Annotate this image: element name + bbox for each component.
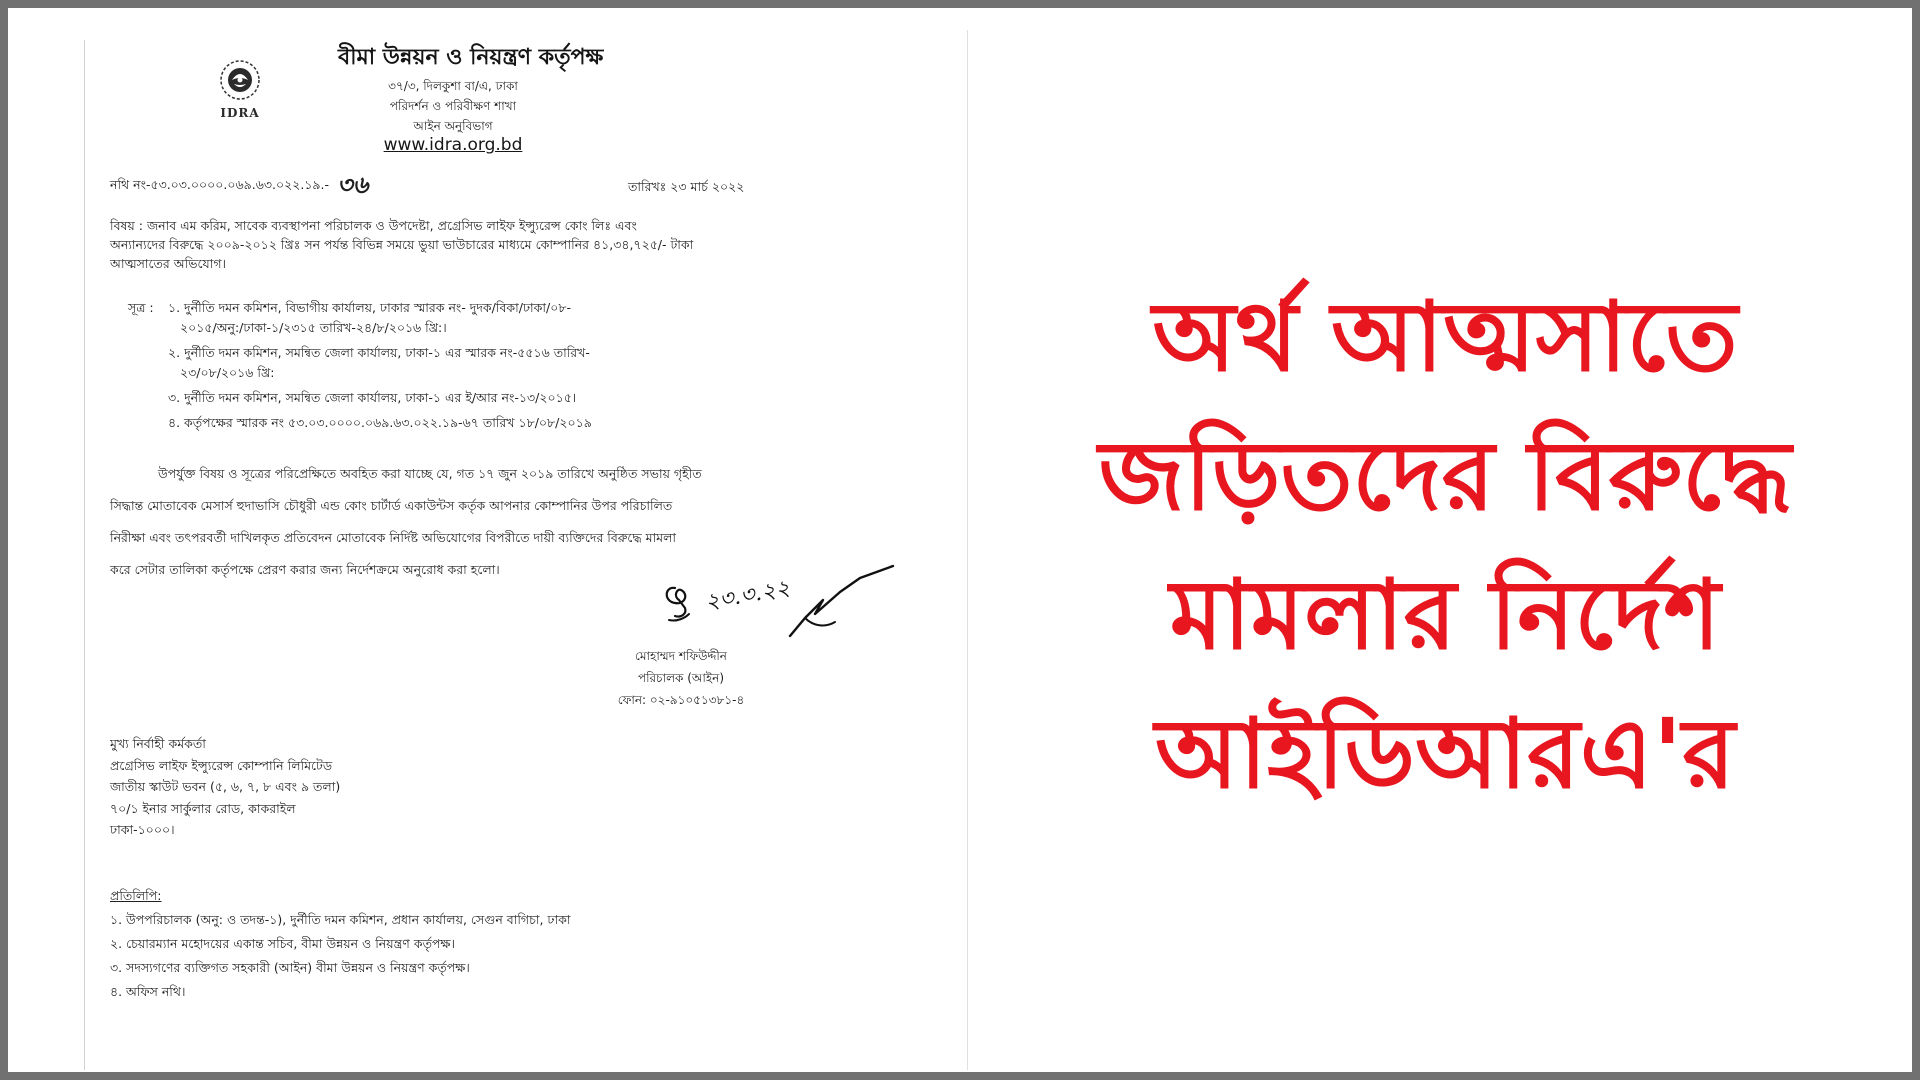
headline-line: জড়িতদের বিরুদ্ধে xyxy=(1098,420,1792,532)
reference-item xyxy=(168,298,592,338)
recipient-line: প্রগ্রেসিভ লাইফ ইন্স্যুরেন্স কোম্পানি লিমিটেড xyxy=(110,757,333,773)
body-line: নিরীক্ষা এবং তৎপরবর্তী দাখিলকৃত প্রতিবেদন মোতাবেক নির্দিষ্ট অভিযোগের বিপরীতে দায়ী ব্যক্তিদের বিরুদ্ধে মামলা xyxy=(110,530,677,545)
copy-item: ১. উপপরিচালক (অনু: ও তদন্ত-১), দুর্নীতি দমন কমিশন, প্রধান কার্যালয়, সেগুন বাগিচা, ঢাকা xyxy=(110,912,571,927)
subject-line: বিষয় : জনাব এম করিম, সাবেক ব্যবস্থাপনা পরিচালক ও উপদেষ্টা, প্রগ্রেসিভ লাইফ ইন্স্যুরেন্স কোং লিঃ এবং xyxy=(110,218,637,233)
reference-number-text: নথি নং-৫৩.০৩.০০০০.০৬৯.৬৩.০২২.১৯.- xyxy=(110,177,330,192)
reference-item xyxy=(168,388,592,408)
address-line: আইন অনুবিভাগ xyxy=(413,119,493,133)
reference-line: ৪. কর্তৃপক্ষের স্মারক নং ৫৩.০৩.০০০০.০৬৯.৬৩.০২২.১৯-৬৭ তারিখ ১৮/০৮/২০১৯ xyxy=(168,415,592,430)
address-line: পরিদর্শন ও পরিবীক্ষণ শাখা xyxy=(389,99,517,113)
references-list xyxy=(168,298,592,438)
recipient-line: ঢাকা-১০০০। xyxy=(110,822,175,837)
reference-line: ২৩/০৮/২০১৬ খ্রি: xyxy=(180,365,275,380)
signature-date: ২৩.৩.২২ xyxy=(703,575,792,616)
references-label: সূত্র : xyxy=(128,300,154,315)
headline-line: মামলার নির্দেশ xyxy=(1169,559,1721,671)
signatory-phone: ফোন: ০২-৯১০৫১৩৮১-৪ xyxy=(617,693,745,707)
reference-item xyxy=(168,413,592,433)
scan-edge-right xyxy=(967,30,968,1070)
address-line: ৩৭/৩, দিলকুশা বা/এ, ঢাকা xyxy=(388,79,518,93)
reference-line: ১. দুর্নীতি দমন কমিশন, বিভাগীয় কার্যালয়, ঢাকার স্মারক নং- দুদক/বিকা/ঢাকা/০৮- xyxy=(168,300,572,315)
copy-item: ৩. সদস্যগণের ব্যক্তিগত সহকারী (আইন) বীমা উন্নয়ন ও নিয়ন্ত্রণ কর্তৃপক্ষ। xyxy=(110,960,470,975)
recipient-address xyxy=(110,733,340,841)
headline xyxy=(990,268,1900,824)
copy-item: ৪. অফিস নথি। xyxy=(110,984,186,999)
scan-edge-left xyxy=(84,40,85,1070)
body-line: সিদ্ধান্ত মোতাবেক মেসার্স হুদাভাসি চৌধুরী এন্ড কোং চার্টার্ড একাউন্টস কর্তৃক আপনার কোম্পানির উপর পরিচালিত xyxy=(110,498,673,513)
reference-line: ৩. দুর্নীতি দমন কমিশন, সমন্বিত জেলা কার্যালয়, ঢাকা-১ এর ই/আর নং-১৩/২০১৫। xyxy=(168,390,577,405)
signatory-title: পরিচালক (আইন) xyxy=(637,671,725,685)
handwritten-number: ৩৬ xyxy=(337,170,369,199)
reference-line: ২০১৫/অনু:/ঢাকা-১/২৩১৫ তারিখ-২৪/৮/২০১৬ খ্রি:। xyxy=(180,320,447,335)
recipient-line: ৭০/১ ইনার সার্কুলার রোড, কাকরাইল xyxy=(110,800,296,816)
letterhead-title: বীমা উন্নয়ন ও নিয়ন্ত্রণ কর্তৃপক্ষ xyxy=(338,45,604,70)
subject-line: অন্যান্যদের বিরুদ্ধে ২০০৯-২০১২ খ্রিঃ সন পর্যন্ত বিভিন্ন সময়ে ভুয়া ভাউচারের মাধ্যমে কোম্পানির ৪১,৩৪,৭২৫/- টাকা xyxy=(110,237,694,252)
copies-list xyxy=(110,884,571,1004)
recipient-line: জাতীয় স্কাউট ভবন (৫, ৬, ৭, ৮ এবং ৯ তলা) xyxy=(110,779,341,794)
signatory-name: মোহাম্মদ শফিউদ্দীন xyxy=(635,649,727,663)
letter-body xyxy=(110,458,702,586)
reference-item xyxy=(168,343,592,383)
body-line: করে সেটার তালিকা কর্তৃপক্ষে প্রেরণ করার জন্য নির্দেশক্রমে অনুরোধ করা হলো। xyxy=(110,562,500,577)
idra-emblem-icon xyxy=(215,56,265,104)
letterhead-address xyxy=(343,76,563,136)
recipient-line: মুখ্য নির্বাহী কর্মকর্তা xyxy=(110,736,206,751)
copy-item: ২. চেয়ারম্যান মহোদয়ের একান্ত সচিব, বীমা উন্নয়ন ও নিয়ন্ত্রণ কর্তৃপক্ষ। xyxy=(110,936,456,951)
website-url: www.idra.org.bd xyxy=(383,135,523,155)
reference-line: ২. দুর্নীতি দমন কমিশন, সমন্বিত জেলা কার্যালয়, ঢাকা-১ এর স্মারক নং-৫৫১৬ তারিখ- xyxy=(168,345,590,360)
reference-number xyxy=(110,170,369,199)
headline-line: আইডিআরএ'র xyxy=(1154,698,1736,810)
letter-date: তারিখঃ ২৩ মার্চ ২০২২ xyxy=(628,179,745,194)
signatory-block xyxy=(596,645,766,711)
subject xyxy=(110,216,693,273)
body-line: উপর্যুক্ত বিষয় ও সূত্রের পরিপ্রেক্ষিতে অবহিত করা যাচ্ছে যে, গত ১৭ জুন ২০১৯ তারিখে অনুষ্ঠিত সভায় গৃহীত xyxy=(158,466,702,481)
headline-line: অর্থ আত্মসাতে xyxy=(1152,281,1738,393)
copies-label: প্রতিলিপি: xyxy=(110,888,162,903)
idra-logo xyxy=(210,56,270,122)
subject-line: আত্মসাতের অভিযোগ। xyxy=(110,256,226,271)
logo-text: IDRA xyxy=(220,106,260,120)
